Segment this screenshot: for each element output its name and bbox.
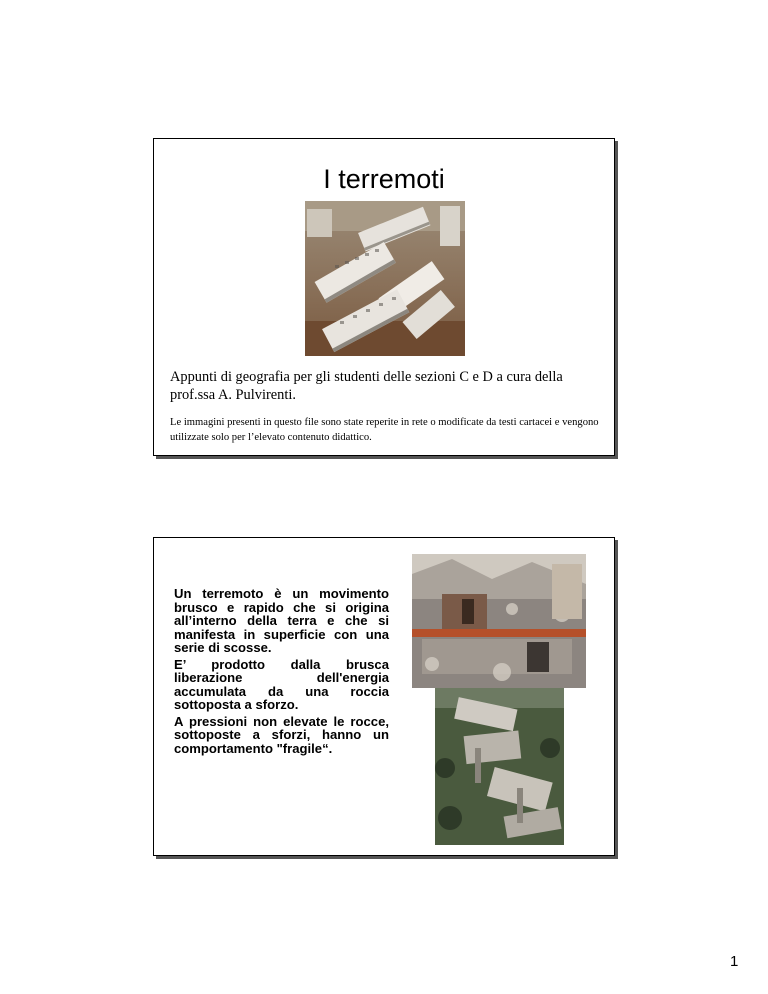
paragraph-2: E’ prodotto dalla brusca liberazione dell'energia accumulata da una roccia sottoposta a sforzo. <box>174 656 389 712</box>
paragraph-3: A pressioni non elevate le rocce, sottoposte a sforzi, hanno un comportamento "fragile“. <box>174 713 389 756</box>
image-notice: Le immagini presenti in questo file sono state reperite in rete o modificate da testi cartacei e vengono utilizzate solo per l’elevato contenuto didattico. <box>170 417 599 443</box>
earthquake-definition <box>174 587 389 758</box>
collapsed-buildings-photo <box>305 201 465 356</box>
destroyed-building-photo <box>412 554 586 688</box>
slide-title: I terremoti <box>323 164 445 194</box>
page-number: 1 <box>730 953 739 970</box>
slide-1 <box>153 138 615 456</box>
slide-2 <box>153 537 615 856</box>
collapsed-highway-photo <box>435 688 564 845</box>
credit-text: Appunti di geografia per gli studenti delle sezioni C e D a cura della prof.ssa A. Pulvirenti. <box>170 369 563 403</box>
paragraph-1: Un terremoto è un movimento brusco e rapido che si origina all’interno della terra e che si manifesta in superficie con una serie di scosse. <box>174 586 389 655</box>
